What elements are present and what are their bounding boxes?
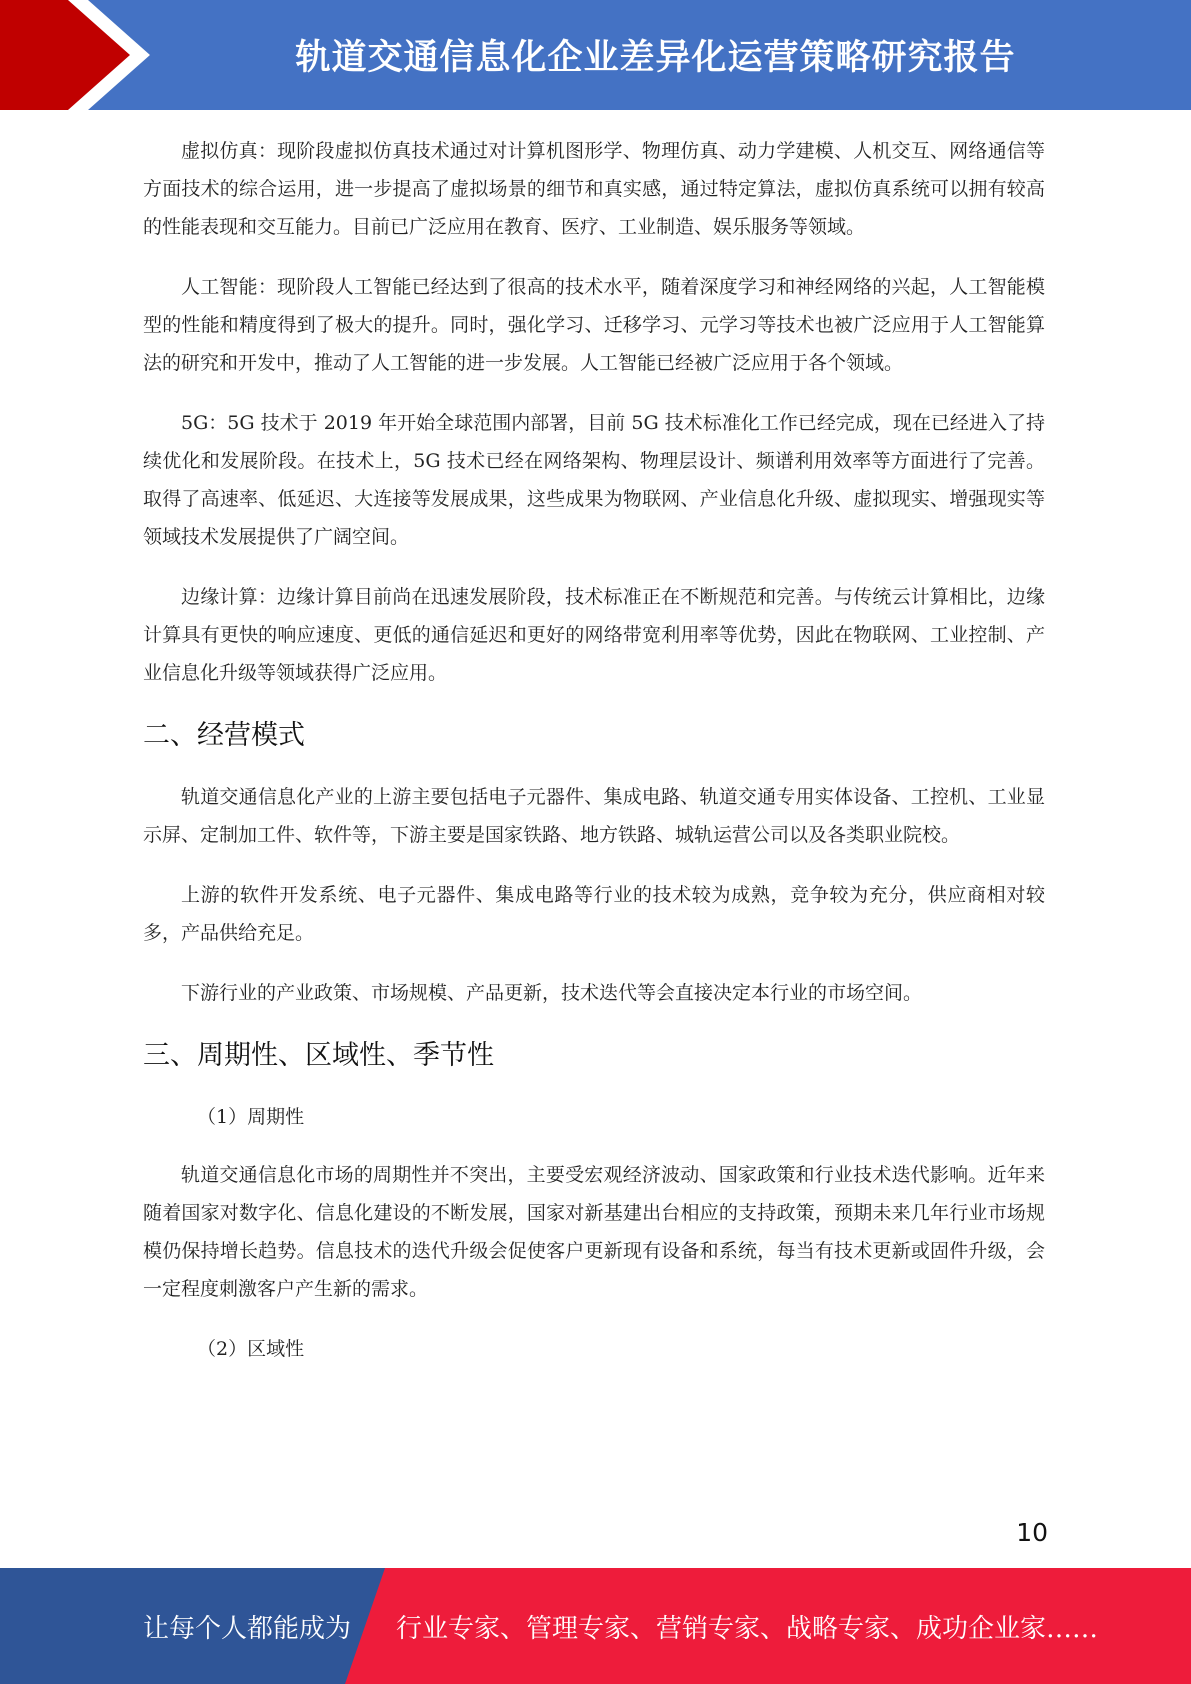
page-header xyxy=(0,0,1191,110)
paragraph-downstream-factors: 下游行业的产业政策、市场规模、产品更新，技术迭代等会直接决定本行业的市场空间。 xyxy=(181,982,923,1004)
sub-heading-cyclicality: （1）周期性 xyxy=(197,1106,305,1128)
paragraph-artificial-intelligence: 人工智能：现阶段人工智能已经达到了很高的技术水平，随着深度学习和神经网络的兴起，人工智能模型的性能和精度得到了极大的提升。同时，强化学习、迁移学习、元学习等技术也被广泛应用于人工智能算法的研究和开发中，推动了人工智能的进一步发展。人工智能已经被广泛应用于各个领域。 xyxy=(143,276,1045,374)
sub-heading-regionality: （2）区域性 xyxy=(197,1338,305,1360)
footer-slogan-left: 让每个人都能成为 xyxy=(143,1613,352,1644)
report-title: 轨道交通信息化企业差异化运营策略研究报告 xyxy=(295,38,1016,78)
footer-slogan-right: 行业专家、管理专家、营销专家、战略专家、成功企业家…… xyxy=(396,1613,1099,1644)
paragraph-virtual-simulation: 虚拟仿真：现阶段虚拟仿真技术通过对计算机图形学、物理仿真、动力学建模、人机交互、网络通信等方面技术的综合运用，进一步提高了虚拟场景的细节和真实感，通过特定算法，虚拟仿真系统可以拥有较高的性能表现和交互能力。目前已广泛应用在教育、医疗、工业制造、娱乐服务等领域。 xyxy=(143,140,1045,238)
section-heading-business-model: 二、经营模式 xyxy=(143,720,305,751)
paragraph-upstream-downstream: 轨道交通信息化产业的上游主要包括电子元器件、集成电路、轨道交通专用实体设备、工控机、工业显示屏、定制加工件、软件等，下游主要是国家铁路、地方铁路、城轨运营公司以及各类职业院校。 xyxy=(143,786,1045,846)
paragraph-upstream-maturity: 上游的软件开发系统、电子元器件、集成电路等行业的技术较为成熟，竞争较为充分，供应商相对较多，产品供给充足。 xyxy=(143,884,1045,944)
section-heading-cyclicality: 三、周期性、区域性、季节性 xyxy=(143,1040,494,1071)
paragraph-cyclicality: 轨道交通信息化市场的周期性并不突出，主要受宏观经济波动、国家政策和行业技术迭代影响。近年来随着国家对数字化、信息化建设的不断发展，国家对新基建出台相应的支持政策，预期未来几年行业市场规模仍保持增长趋势。信息技术的迭代升级会促使客户更新现有设备和系统，每当有技术更新或固件升级，会一定程度刺激客户产生新的需求。 xyxy=(143,1164,1045,1300)
paragraph-edge-computing: 边缘计算：边缘计算目前尚在迅速发展阶段，技术标准正在不断规范和完善。与传统云计算相比，边缘计算具有更快的响应速度、更低的通信延迟和更好的网络带宽利用率等优势，因此在物联网、工业控制、产业信息化升级等领域获得广泛应用。 xyxy=(143,586,1045,684)
page-footer xyxy=(0,1568,1191,1684)
paragraph-5g: 5G：5G 技术于 2019 年开始全球范围内部署，目前 5G 技术标准化工作已经完成，现在已经进入了持续优化和发展阶段。在技术上，5G 技术已经在网络架构、物理层设计、频谱利用效率等方面进行了完善。取得了高速率、低延迟、大连接等发展成果，这些成果为物联网、产业信息化升级、虚拟现实、增强现实等领域技术发展提供了广阔空间。 xyxy=(143,412,1045,548)
page-number: 10 xyxy=(1016,1518,1048,1547)
page-content xyxy=(143,132,1045,1388)
